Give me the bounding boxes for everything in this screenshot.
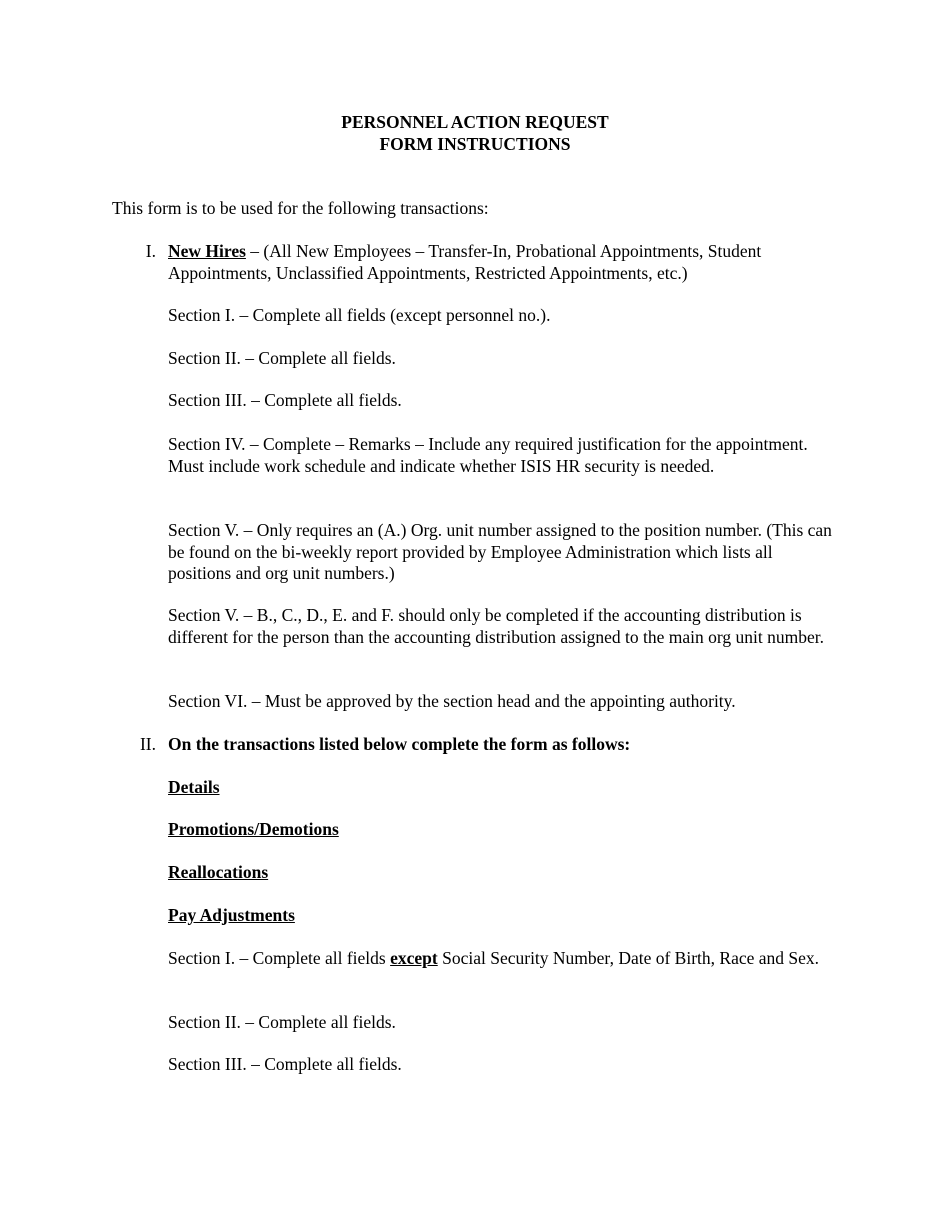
part-2-heading: On the transactions listed below complete the form as follows: [168,734,631,754]
part-1-section-3: Section III. – Complete all fields. [168,390,402,410]
part-1-numeral: I. [145,241,156,261]
part-2-section-1 [168,948,836,970]
new-hires-description: – (All New Employees – Transfer-In, Probational Appointments, Student Appointments, Unclassified Appointments, Restricted Appointments, etc.) [168,241,762,283]
transaction-type-promotions-demotions: Promotions/Demotions [168,819,339,839]
part-1-section-5b: Section V. – B., C., D., E. and F. should only be completed if the accounting distribution is different for the person than the accounting distribution assigned to the main org unit number. [168,605,824,647]
part-2-section-2: Section II. – Complete all fields. [168,1012,396,1032]
part-2-numeral: II. [139,734,156,754]
part-1-section-2: Section II. – Complete all fields. [168,348,396,368]
part-1-section-4: Section IV. – Complete – Remarks – Include any required justification for the appointment. Must include work schedule and indicate whether ISIS HR security is needed. [168,434,808,476]
part-1-section-5a: Section V. – Only requires an (A.) Org. unit number assigned to the position number. (This can be found on the bi-weekly report provided by Employee Administration which lists all positions and org unit numbers.) [168,520,832,583]
transaction-type-details: Details [168,777,220,797]
document-title [0,112,950,155]
part-2-section-3: Section III. – Complete all fields. [168,1054,402,1074]
part-1-section-6: Section VI. – Must be approved by the section head and the appointing authority. [168,691,736,711]
part-2-section-1-lead: Section I. – Complete all fields [168,948,391,968]
intro-text: This form is to be used for the following transactions: [112,198,489,218]
title-line-1: PERSONNEL ACTION REQUEST [341,112,609,132]
new-hires-heading: New Hires [168,241,246,261]
title-line-2: FORM INSTRUCTIONS [379,133,571,154]
part-1-heading [168,241,836,284]
part-1-section-1: Section I. – Complete all fields (except personnel no.). [168,305,551,325]
except-emphasis: except [390,948,438,968]
part-2-section-1-rest: Social Security Number, Date of Birth, Race and Sex. [437,948,820,968]
transaction-type-pay-adjustments: Pay Adjustments [168,905,295,925]
transaction-type-reallocations: Reallocations [168,862,269,882]
